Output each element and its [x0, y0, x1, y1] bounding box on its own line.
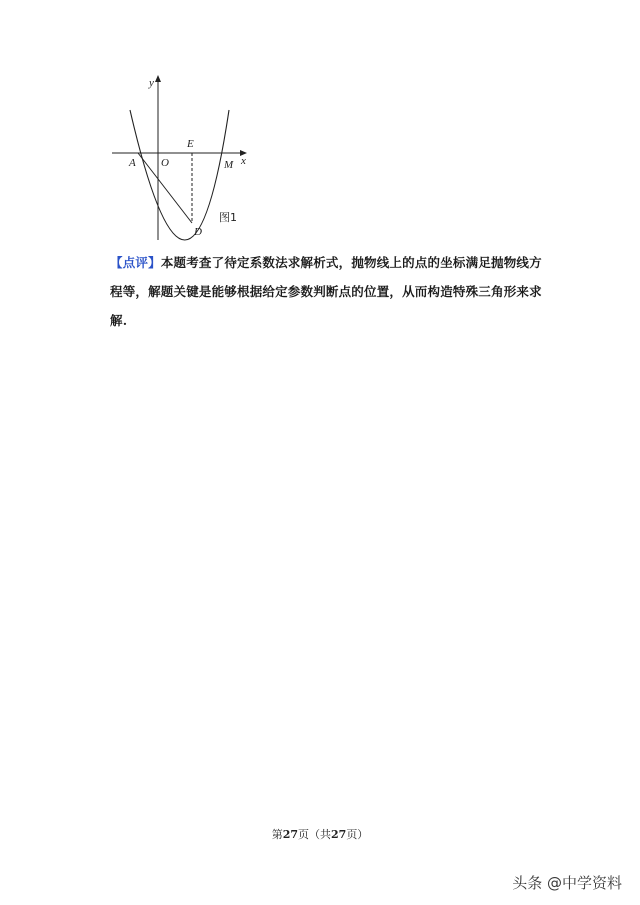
parabola-figure [100, 70, 260, 242]
label-E: E [187, 138, 194, 150]
coordinate-graph [100, 70, 260, 242]
comment-text: 本题考查了待定系数法求解析式，抛物线上的点的坐标满足抛物线方程等，解题关键是能够根据给定参数判断点的位置，从而构造特殊三角形来求解. [110, 255, 542, 328]
footer-page-number: 27 [282, 828, 298, 841]
watermark: 头条 @中学资料 [512, 874, 622, 892]
footer-middle: 页（共 [298, 828, 331, 841]
footer-prefix: 第 [271, 828, 283, 841]
footer-suffix: 页） [346, 828, 369, 841]
label-M: M [224, 159, 234, 171]
page-footer [0, 826, 640, 842]
figure-caption: 图1 [219, 211, 237, 224]
label-y: y [149, 77, 154, 89]
label-A: A [129, 157, 136, 169]
comment-paragraph [110, 248, 544, 335]
comment-tag: 【点评】 [110, 255, 161, 270]
label-O: O [161, 157, 169, 169]
footer-total-pages: 27 [331, 828, 347, 841]
parabola-curve [130, 110, 229, 240]
label-x: x [241, 155, 246, 167]
label-D: D [194, 226, 202, 238]
